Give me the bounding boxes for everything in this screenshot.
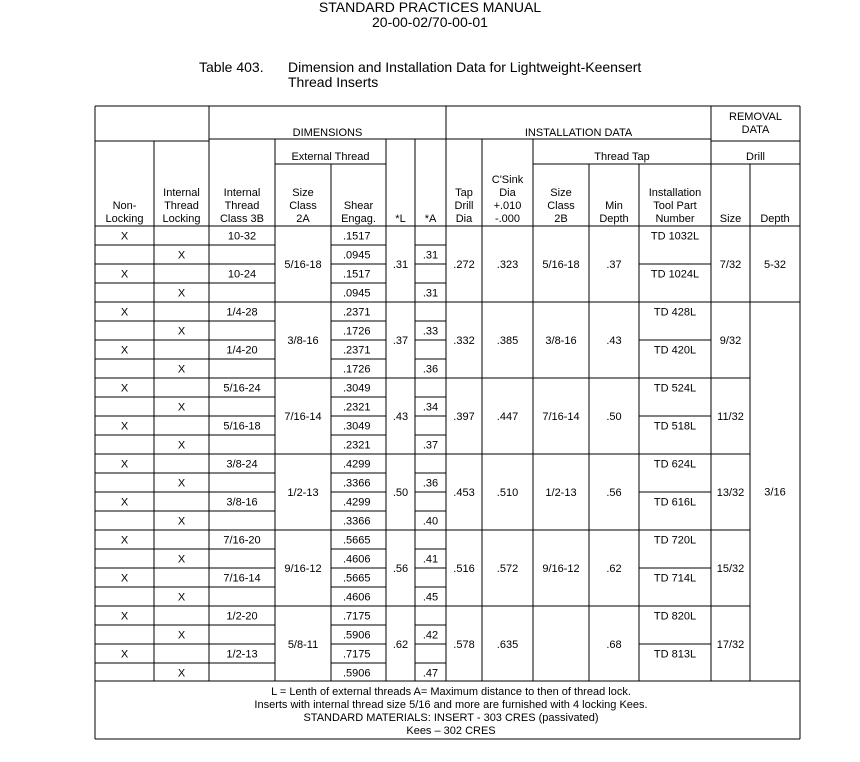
internal-thread-size: 1/4-20 (226, 344, 258, 357)
min-depth-value: .56 (606, 487, 622, 499)
tap-drill-diameter: .516 (453, 563, 475, 575)
tool-part-number: TD 428L (653, 306, 697, 319)
dimensions-heading: DIMENSIONS (292, 127, 363, 139)
internal-thread-size: 1/4-28 (226, 306, 258, 319)
l-value: .43 (392, 411, 409, 423)
non-locking-mark: X (120, 230, 129, 243)
tap-drill-diameter: .397 (453, 411, 475, 423)
shear-engagement-value: .5665 (343, 572, 371, 585)
non-locking-mark: X (120, 534, 129, 547)
a-value: .31 (422, 249, 439, 262)
col-header-non-locking: Locking (105, 213, 144, 225)
internal-thread-size: 1/2-13 (226, 648, 258, 661)
min-depth-value: .43 (606, 335, 622, 347)
a-value: .47 (422, 667, 439, 680)
col-header-internal-locking: Locking (162, 213, 201, 225)
col-header-min-depth: Min (605, 200, 623, 212)
shear-engagement-value: .4606 (343, 591, 371, 604)
internal-locking-mark: X (177, 553, 186, 566)
non-locking-mark: X (120, 420, 129, 433)
shear-engagement-value: .2321 (343, 439, 371, 452)
shear-engagement-value: .5665 (343, 534, 371, 547)
thread-tap-heading: Thread Tap (594, 151, 650, 163)
csink-diameter: .385 (496, 335, 519, 347)
tool-part-number: TD 720L (653, 534, 697, 547)
internal-locking-mark: X (177, 515, 186, 528)
csink-diameter: .323 (496, 259, 519, 271)
tool-part-number: TD 820L (653, 610, 697, 623)
col-header-non-locking: Non- (112, 200, 137, 212)
tool-part-number: TD 624L (653, 458, 697, 471)
a-value: .41 (422, 553, 439, 566)
col-header-drill-depth: Depth (760, 213, 790, 225)
non-locking-mark: X (120, 268, 129, 281)
external-thread-heading: External Thread (291, 151, 370, 163)
external-thread-size-class: 5/8-11 (287, 639, 319, 651)
footnote: STANDARD MATERIALS: INSERT - 303 CRES (passivated) (303, 712, 599, 724)
shear-engagement-value: .4299 (343, 496, 371, 509)
shear-engagement-value: .3049 (343, 382, 371, 395)
shear-engagement-value: .0945 (343, 249, 371, 262)
col-header-tool-part: Installation (648, 187, 702, 199)
col-header-internal-class: Thread (224, 200, 260, 212)
external-thread-size-class: 9/16-12 (284, 563, 322, 575)
tap-drill-diameter: .578 (453, 639, 475, 651)
l-value: .62 (392, 639, 409, 651)
internal-thread-size: 3/8-16 (226, 496, 258, 509)
non-locking-mark: X (120, 572, 129, 585)
thread-tap-size-class: 5/16-18 (542, 259, 580, 271)
min-depth-value: .50 (606, 411, 622, 423)
col-header-tap-drill: Drill (454, 200, 474, 212)
col-header-size-class-2a: 2A (296, 213, 310, 225)
internal-thread-size: 3/8-24 (226, 458, 258, 471)
tool-part-number: TD 1032L (650, 230, 700, 243)
internal-thread-size: 5/16-18 (223, 420, 261, 433)
min-depth-value: .37 (606, 259, 622, 271)
table-number: Table 403. (199, 59, 264, 75)
shear-engagement-value: .2371 (343, 344, 371, 357)
footnote: L = Lenth of external threads A= Maximum distance to then of thread lock. (271, 686, 631, 698)
col-header-shear-engagement: Engag. (341, 213, 376, 225)
csink-diameter: .447 (496, 411, 519, 423)
shear-engagement-value: .4299 (343, 458, 371, 471)
col-header-size-class-2b: Size (550, 187, 572, 199)
external-thread-size-class: 7/16-14 (284, 411, 322, 423)
removal-data-heading: DATA (741, 124, 770, 136)
drill-size-value: 13/32 (716, 487, 745, 499)
col-header-csink: C'Sink (491, 174, 524, 186)
drill-size-value: 7/32 (719, 259, 742, 271)
drill-depth-value: 5-32 (763, 259, 787, 271)
min-depth-value: .62 (606, 563, 622, 575)
external-thread-size-class: 5/16-18 (284, 259, 322, 271)
table-title-line: Dimension and Installation Data for Lightweight-Keensert (288, 59, 642, 75)
col-header-l: *L (395, 213, 406, 225)
manual-section-number: 20-00-02/70-00-01 (372, 14, 488, 30)
drill-size-value: 17/32 (716, 639, 745, 651)
non-locking-mark: X (120, 344, 129, 357)
footnote: Inserts with internal thread size 5/16 and more are furnished with 4 locking Kees. (254, 699, 648, 711)
col-header-internal-class: Internal (223, 187, 261, 199)
internal-thread-size: 7/16-20 (223, 534, 261, 547)
internal-locking-mark: X (177, 363, 186, 376)
csink-diameter: .572 (496, 563, 519, 575)
tool-part-number: TD 518L (653, 420, 697, 433)
shear-engagement-value: .2371 (343, 306, 371, 319)
l-value: .31 (392, 259, 409, 271)
table-title-line: Thread Inserts (288, 74, 379, 90)
non-locking-mark: X (120, 458, 129, 471)
drill-depth-value: 3/16 (764, 486, 786, 499)
non-locking-mark: X (120, 496, 129, 509)
shear-engagement-value: .4606 (343, 553, 371, 566)
shear-engagement-value: .2321 (343, 401, 371, 414)
a-value: .37 (422, 439, 439, 452)
shear-engagement-value: .3366 (343, 515, 371, 528)
internal-locking-mark: X (177, 249, 186, 262)
col-header-internal-locking: Internal (163, 187, 200, 199)
col-header-a: *A (424, 213, 437, 225)
col-header-min-depth: Depth (599, 213, 629, 225)
footnote: Kees – 302 CRES (406, 725, 496, 737)
col-header-size-class-2b: Class (547, 200, 575, 212)
internal-locking-mark: X (177, 667, 186, 680)
internal-locking-mark: X (177, 439, 186, 452)
col-header-csink: -.000 (494, 213, 521, 225)
shear-engagement-value: .1517 (343, 268, 371, 281)
tool-part-number: TD 420L (653, 344, 697, 357)
shear-engagement-value: .1517 (343, 230, 371, 243)
a-value: .33 (422, 325, 439, 338)
a-value: .40 (422, 515, 439, 528)
tool-part-number: TD 813L (653, 648, 697, 661)
col-header-csink: Dia (499, 187, 516, 199)
removal-data-heading: REMOVAL (729, 111, 782, 123)
l-value: .37 (392, 335, 409, 347)
internal-locking-mark: X (177, 325, 186, 338)
external-thread-size-class: 1/2-13 (287, 487, 319, 499)
shear-engagement-value: .5906 (343, 667, 371, 680)
col-header-drill-size: Size (719, 213, 742, 225)
shear-engagement-value: .3049 (343, 420, 371, 433)
internal-thread-size: 1/2-20 (226, 610, 258, 623)
internal-thread-size: 7/16-14 (223, 572, 261, 585)
internal-thread-size: 10-32 (227, 230, 257, 243)
tool-part-number: TD 1024L (650, 268, 700, 281)
shear-engagement-value: .0945 (343, 287, 371, 300)
internal-locking-mark: X (177, 477, 186, 490)
thread-tap-size-class: 7/16-14 (542, 411, 580, 423)
col-header-csink: +.010 (493, 200, 522, 212)
internal-thread-size: 5/16-24 (223, 382, 261, 395)
shear-engagement-value: .3366 (343, 477, 371, 490)
thread-tap-size-class: 3/8-16 (545, 335, 577, 347)
col-header-tap-drill: Dia (455, 213, 473, 225)
col-header-size-class-2b: 2B (554, 213, 568, 225)
l-value: .56 (392, 563, 409, 575)
col-header-tap-drill: Tap (455, 187, 473, 199)
csink-diameter: .635 (496, 639, 519, 651)
col-header-tool-part: Tool Part (653, 200, 697, 212)
installation-data-heading: INSTALLATION DATA (524, 127, 633, 139)
a-value: .31 (422, 287, 439, 300)
tap-drill-diameter: .453 (453, 487, 475, 499)
shear-engagement-value: .7175 (343, 610, 371, 623)
a-value: .34 (422, 401, 439, 414)
tool-part-number: TD 524L (653, 382, 697, 395)
thread-tap-size-class: 9/16-12 (542, 563, 580, 575)
shear-engagement-value: .7175 (343, 648, 371, 661)
non-locking-mark: X (120, 648, 129, 661)
internal-locking-mark: X (177, 591, 186, 604)
drill-heading: Drill (746, 151, 765, 163)
shear-engagement-value: .1726 (343, 363, 371, 376)
internal-locking-mark: X (177, 401, 186, 414)
thread-tap-size-class: 1/2-13 (545, 487, 577, 499)
non-locking-mark: X (120, 382, 129, 395)
a-value: .42 (422, 629, 439, 642)
col-header-size-class-2a: Class (289, 200, 317, 212)
tap-drill-diameter: .272 (453, 259, 475, 271)
drill-size-value: 11/32 (717, 411, 744, 423)
non-locking-mark: X (120, 610, 129, 623)
internal-locking-mark: X (177, 629, 186, 642)
min-depth-value: .68 (606, 639, 622, 651)
shear-engagement-value: .5906 (343, 629, 371, 642)
a-value: .36 (422, 477, 439, 490)
internal-thread-size: 10-24 (227, 268, 257, 281)
csink-diameter: .510 (496, 487, 519, 499)
tool-part-number: TD 714L (653, 572, 697, 585)
tap-drill-diameter: .332 (453, 335, 475, 347)
drill-size-value: 9/32 (719, 335, 742, 347)
shear-engagement-value: .1726 (343, 325, 371, 338)
l-value: .50 (392, 487, 409, 499)
non-locking-mark: X (120, 306, 129, 319)
drill-size-value: 15/32 (716, 563, 745, 575)
internal-locking-mark: X (177, 287, 186, 300)
col-header-internal-class: Class 3B (219, 213, 265, 225)
manual-title: STANDARD PRACTICES MANUAL (318, 0, 542, 15)
external-thread-size-class: 3/8-16 (287, 335, 319, 347)
col-header-size-class-2a: Size (292, 187, 314, 199)
col-header-shear-engagement: Shear (343, 200, 374, 212)
col-header-internal-locking: Thread (164, 200, 199, 212)
a-value: .45 (422, 591, 439, 604)
col-header-tool-part: Number (655, 213, 695, 225)
a-value: .36 (422, 363, 439, 376)
tool-part-number: TD 616L (653, 496, 697, 509)
